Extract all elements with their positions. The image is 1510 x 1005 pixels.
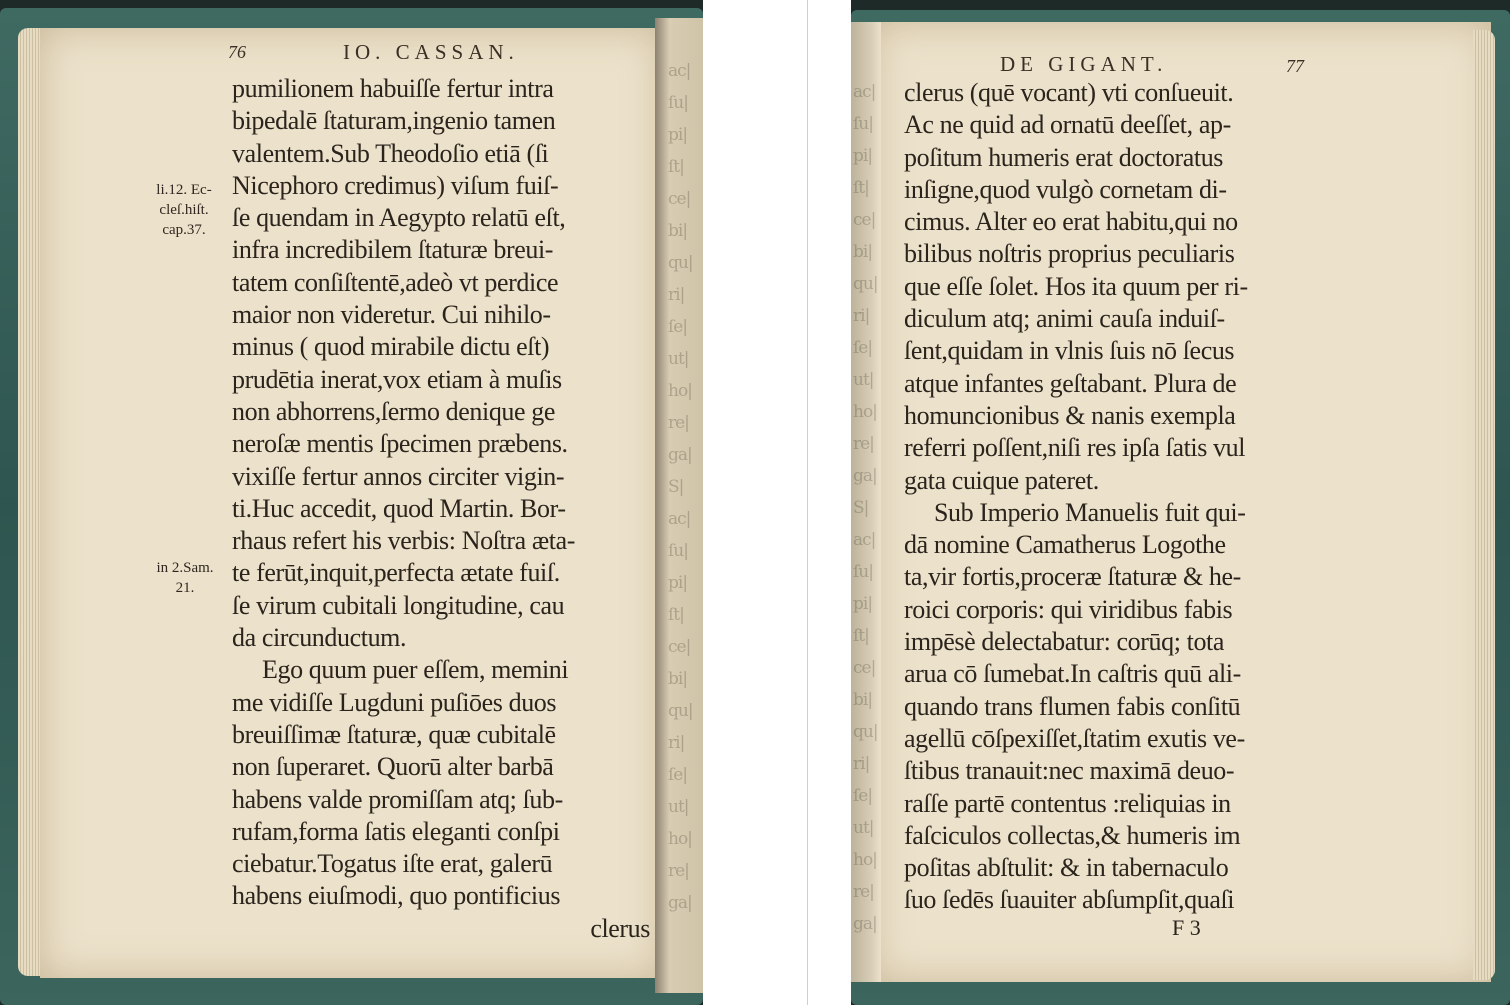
text-line: rhaus refert his verbis: Noſtra æta- <box>232 526 575 556</box>
text-line: bipedalē ſtaturam,ingenio tamen <box>232 106 556 136</box>
facing-page-bleed: ac| ſu| pi| ſt| ce| bi| qu| ri| ſe| ut| ho| re| ga| S| ac| ſu| pi| ſt| ce| bi| qu| ri| ſe| ut| ho| re| ga| <box>853 82 878 934</box>
text-line: quando trans flumen fabis conſitū <box>904 691 1241 721</box>
signature-mark: F 3 <box>1172 915 1201 940</box>
text-line: pumilionem habuiſſe fertur intra <box>232 74 554 103</box>
text-line: valentem.Sub Theodoſio etiā (ſi <box>232 138 549 168</box>
facing-page-bleed: ac| ſu| pi| ſt| ce| bi| qu| ri| ſe| ut| ho| re| ga| S| ac| ſu| pi| ſt| ce| bi| qu| ri| ſe| ut| ho| re| ga| <box>668 61 693 913</box>
text-line: poſitum humeris erat doctoratus <box>904 142 1224 172</box>
page-number-right: 77 <box>1286 56 1304 76</box>
running-head-right: DE GIGANT. <box>1000 52 1168 76</box>
text-line: gata cuique pateret. <box>904 465 1099 495</box>
text-line: Sub Imperio Manuelis fuit qui- <box>934 497 1246 527</box>
text-line: clerus (quē vocant) vti conſueuit. <box>904 78 1234 107</box>
text-line: Ac ne quid ad ornatū deeſſet, ap- <box>904 110 1231 140</box>
text-line: dā nomine Camatherus Logothe <box>904 530 1226 560</box>
text-line: ciebatur.Togatus iſte erat, galerū <box>232 849 553 879</box>
text-line: me vidiſſe Lugduni puſiōes duos <box>232 687 557 717</box>
text-line: agellū cōſpexiſſet,ſtatim exutis ve- <box>904 723 1245 753</box>
text-line: arua cō ſumebat.In caſtris quū ali- <box>904 659 1241 689</box>
page-edges-right <box>1473 30 1495 980</box>
text-line: te ferūt,inquit,perfecta ætate fuiſ. <box>232 558 560 588</box>
right-page-text <box>904 77 1312 917</box>
text-line: ſtibus tranauit:nec maximā deuo- <box>904 756 1235 786</box>
text-line: cimus. Alter eo erat habitu,qui no <box>904 207 1238 237</box>
text-line: inſigne,quod vulgò cornetam di- <box>904 174 1227 204</box>
text-line: diculum atq; animi cauſa induiſ- <box>904 304 1225 334</box>
text-line: raſſe partē contentus :reliquias in <box>904 788 1231 818</box>
text-line: ſe virum cubitali longitudine, cau <box>232 590 565 620</box>
text-line: referri poſſent,niſi res ipſa ſatis vul <box>904 433 1246 463</box>
left-page-text <box>232 73 650 945</box>
text-line: Nicephoro credimus) viſum fuiſ- <box>232 170 559 200</box>
text-line: ta,vir fortis,proceræ ſtaturæ & he- <box>904 562 1241 592</box>
text-line: ſent,quidam in vlnis ſuis nō ſecus <box>904 336 1235 366</box>
text-line: prudētia inerat,vox etiam à muſis <box>232 364 562 394</box>
scan-divider <box>807 0 808 1005</box>
text-line: que eſſe ſolet. Hos ita quum per ri- <box>904 271 1248 301</box>
text-line: infra incredibilem ſtaturæ breui- <box>232 235 554 265</box>
text-line: ti.Huc accedit, quod Martin. Bor- <box>232 493 566 523</box>
text-line: non abhorrens,ſermo denique ge <box>232 396 556 426</box>
text-line: bilibus noſtris proprius peculiaris <box>904 239 1235 269</box>
text-line: vixiſſe fertur annos circiter vigin- <box>232 461 565 491</box>
catchword: clerus <box>590 913 650 943</box>
text-line: roici corporis: qui viridibus fabis <box>904 594 1233 624</box>
text-line: rufam,forma ſatis eleganti conſpi <box>232 816 560 846</box>
text-line: neroſæ mentis ſpecimen præbens. <box>232 429 568 459</box>
text-line: minus ( quod mirabile dictu eſt) <box>232 332 550 362</box>
text-line: ſe quendam in Aegypto relatū eſt, <box>232 203 566 233</box>
text-line: faſciculos collectas,& humeris im <box>904 820 1241 850</box>
page-number-left: 76 <box>228 42 246 62</box>
text-line: homuncionibus & nanis exempla <box>904 400 1236 430</box>
text-line: impēsè delectabatur: corūq; tota <box>904 627 1225 657</box>
text-line: Ego quum puer eſſem, memini <box>262 655 569 685</box>
text-line: da circunductum. <box>232 623 407 653</box>
text-line: habens eiuſmodi, quo pontificius <box>232 881 561 911</box>
text-line: breuiſſimæ ſtaturæ, quæ cubitalē <box>232 719 556 749</box>
text-line: non ſuperaret. Quorū alter barbā <box>232 752 554 782</box>
margin-note-ecclesiastical-history: li.12. Ec- cleſ.hiſt. cap.37. <box>156 182 212 238</box>
margin-note-samuel: in 2.Sam. 21. <box>156 560 214 596</box>
text-line: habens valde promiſſam atq; ſub- <box>232 784 563 814</box>
text-line: ſuo ſedēs ſuauiter abſumpſit,quaſi <box>904 885 1235 915</box>
running-head-left: IO. CASSAN. <box>343 40 519 64</box>
text-line: poſitas abſtulit: & in tabernaculo <box>904 853 1229 883</box>
text-line: maior non videretur. Cui nihilo- <box>232 300 551 330</box>
text-line: tatem conſiſtentē,adeò vt perdice <box>232 267 559 297</box>
text-line: atque infantes geſtabant. Plura de <box>904 368 1237 398</box>
